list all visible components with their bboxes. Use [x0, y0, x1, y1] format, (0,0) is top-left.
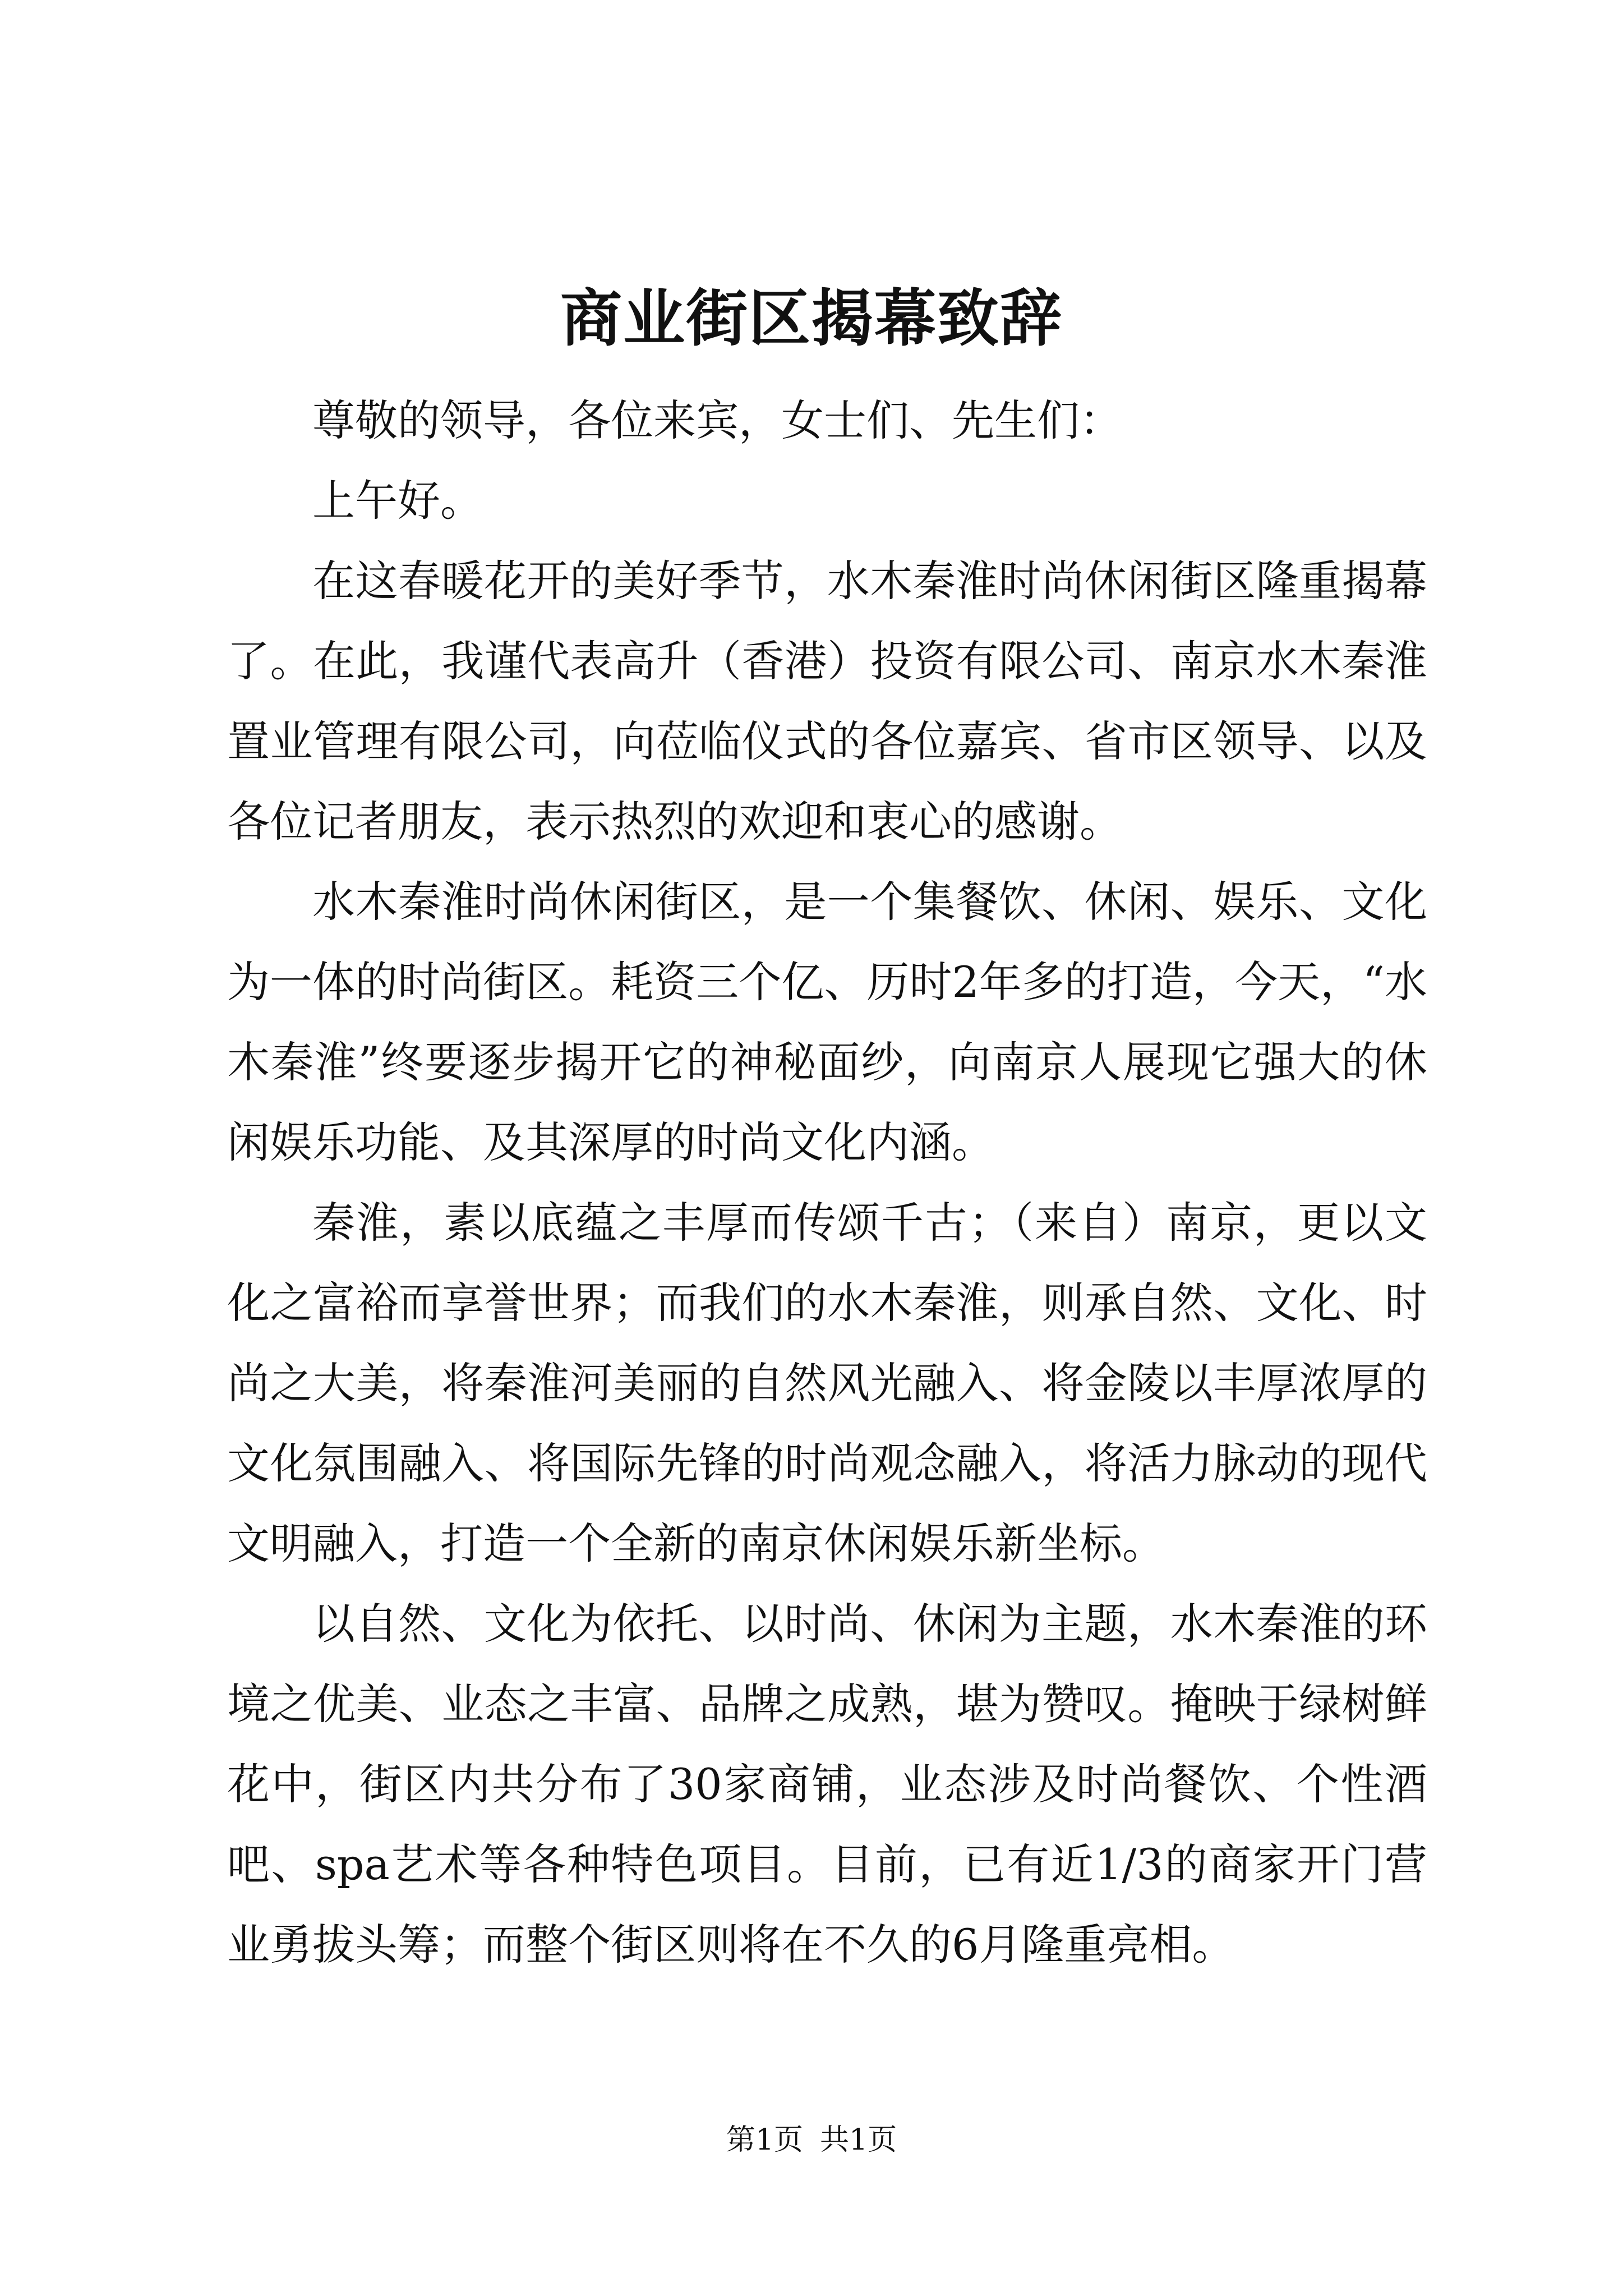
page-total: 共1页 [820, 2123, 897, 2157]
page-number: 第1页 [726, 2123, 803, 2157]
document-title: 商业街区揭幕致辞 [560, 282, 1063, 355]
paragraph-opening: 在这春暖花开的美好季节，水木秦淮时尚休闲街区隆重揭幕了。在此，我谨代表高升（香港）投资有限公司、南京水木秦淮置业管理有限公司，向莅临仪式的各位嘉宾、省市区领导、以及各位记者朋友，表示热烈的欢迎和衷心的感谢。 [227, 556, 1427, 846]
document-body [227, 380, 1427, 1985]
paragraph-shops: 以自然、文化为依托、以时尚、休闲为主题，水木秦淮的环境之优美、业态之丰富、品牌之成熟，堪为赞叹。掩映于绿树鲜花中，街区内共分布了30家商铺，业态涉及时尚餐饮、个性酒吧、spa艺术等各种特色项目。目前，已有近1/3的商家开门营业勇拔头筹；而整个街区则将在不久的6月隆重亮相。 [227, 1599, 1427, 1970]
paragraph-district-intro: 水木秦淮时尚休闲街区，是一个集餐饮、休闲、娱乐、文化为一体的时尚街区。耗资三个亿、历时2年多的打造，今天，“水木秦淮”终要逐步揭开它的神秘面纱，向南京人展现它强大的休闲娱乐功能、及其深厚的时尚文化内涵。 [227, 877, 1427, 1167]
paragraph-salutation: 尊敬的领导，各位来宾，女士们、先生们： [312, 395, 1122, 445]
paragraph-greeting: 上午好。 [312, 476, 483, 526]
paragraph-qinhuai-culture: 秦淮，素以底蕴之丰厚而传颂千古；（来自）南京，更以文化之富裕而享誉世界；而我们的水木秦淮，则承自然、文化、时尚之大美，将秦淮河美丽的自然风光融入、将金陵以丰厚浓厚的文化氛围融入、将国际先锋的时尚观念融入，将活力脉动的现代文明融入，打造一个全新的南京休闲娱乐新坐标。 [227, 1198, 1427, 1568]
page-footer [0, 2120, 1623, 2160]
